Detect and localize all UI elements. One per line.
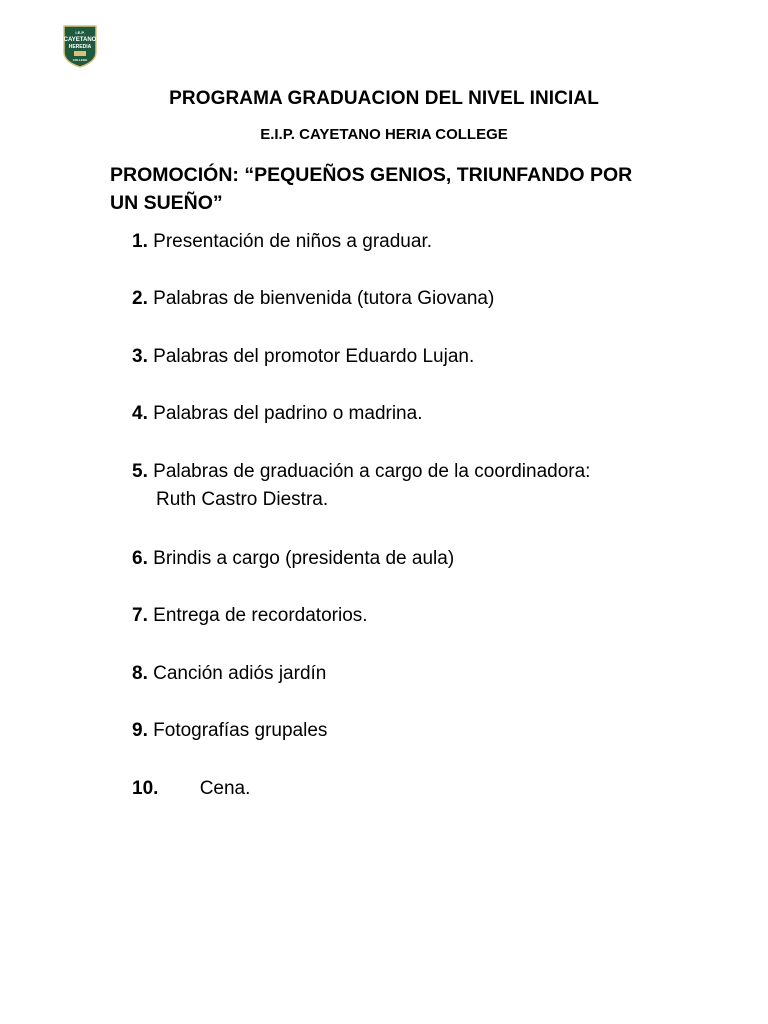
item-number: 5. xyxy=(132,461,148,482)
item-text: Palabras de graduación a cargo de la coordinadora: xyxy=(153,461,591,482)
item-text: Palabras del padrino o madrina. xyxy=(153,403,423,424)
promotion-line1: PROMOCIÓN: “PEQUEÑOS GENIOS, TRIUNFANDO POR xyxy=(110,164,633,186)
item-text: Entrega de recordatorios. xyxy=(153,605,368,626)
list-item xyxy=(132,343,672,371)
item-number: 3. xyxy=(132,346,148,367)
list-item xyxy=(132,545,672,573)
item-number: 6. xyxy=(132,548,148,569)
item-text: Presentación de niños a graduar. xyxy=(153,231,432,252)
list-item xyxy=(132,602,672,630)
page-subtitle: E.I.P. CAYETANO HERIA COLLEGE xyxy=(260,126,508,143)
item-number: 2. xyxy=(132,288,148,309)
logo-text-line4: COLLEGE xyxy=(72,58,88,62)
item-text: Palabras de bienvenida (tutora Giovana) xyxy=(153,288,495,309)
list-item xyxy=(132,660,672,688)
logo-text-line3: HEREDIA xyxy=(68,44,92,50)
list-item xyxy=(132,458,672,514)
item-text: Brindis a cargo (presidenta de aula) xyxy=(153,548,455,569)
item-number: 10. xyxy=(132,778,159,799)
page-title: PROGRAMA GRADUACION DEL NIVEL INICIAL xyxy=(169,88,599,109)
item-text-continuation: Ruth Castro Diestra. xyxy=(156,489,329,510)
list-item xyxy=(132,228,672,256)
list-item xyxy=(132,285,672,313)
list-item xyxy=(132,400,672,428)
item-number: 7. xyxy=(132,605,148,626)
list-item xyxy=(132,717,672,745)
list-item xyxy=(132,775,672,803)
item-text: Cena. xyxy=(199,778,251,799)
item-text: Palabras del promotor Eduardo Lujan. xyxy=(153,346,475,367)
logo-text-line1: I.E.P. xyxy=(75,30,85,35)
promotion-line2: UN SUEÑO” xyxy=(110,192,223,214)
item-number: 9. xyxy=(132,720,148,741)
logo-text-line2: CAYETANO xyxy=(63,37,97,43)
item-text: Fotografías grupales xyxy=(153,720,328,741)
item-number: 4. xyxy=(132,403,148,424)
item-text: Canción adiós jardín xyxy=(153,663,327,684)
item-number: 1. xyxy=(132,231,148,252)
item-number: 8. xyxy=(132,663,148,684)
